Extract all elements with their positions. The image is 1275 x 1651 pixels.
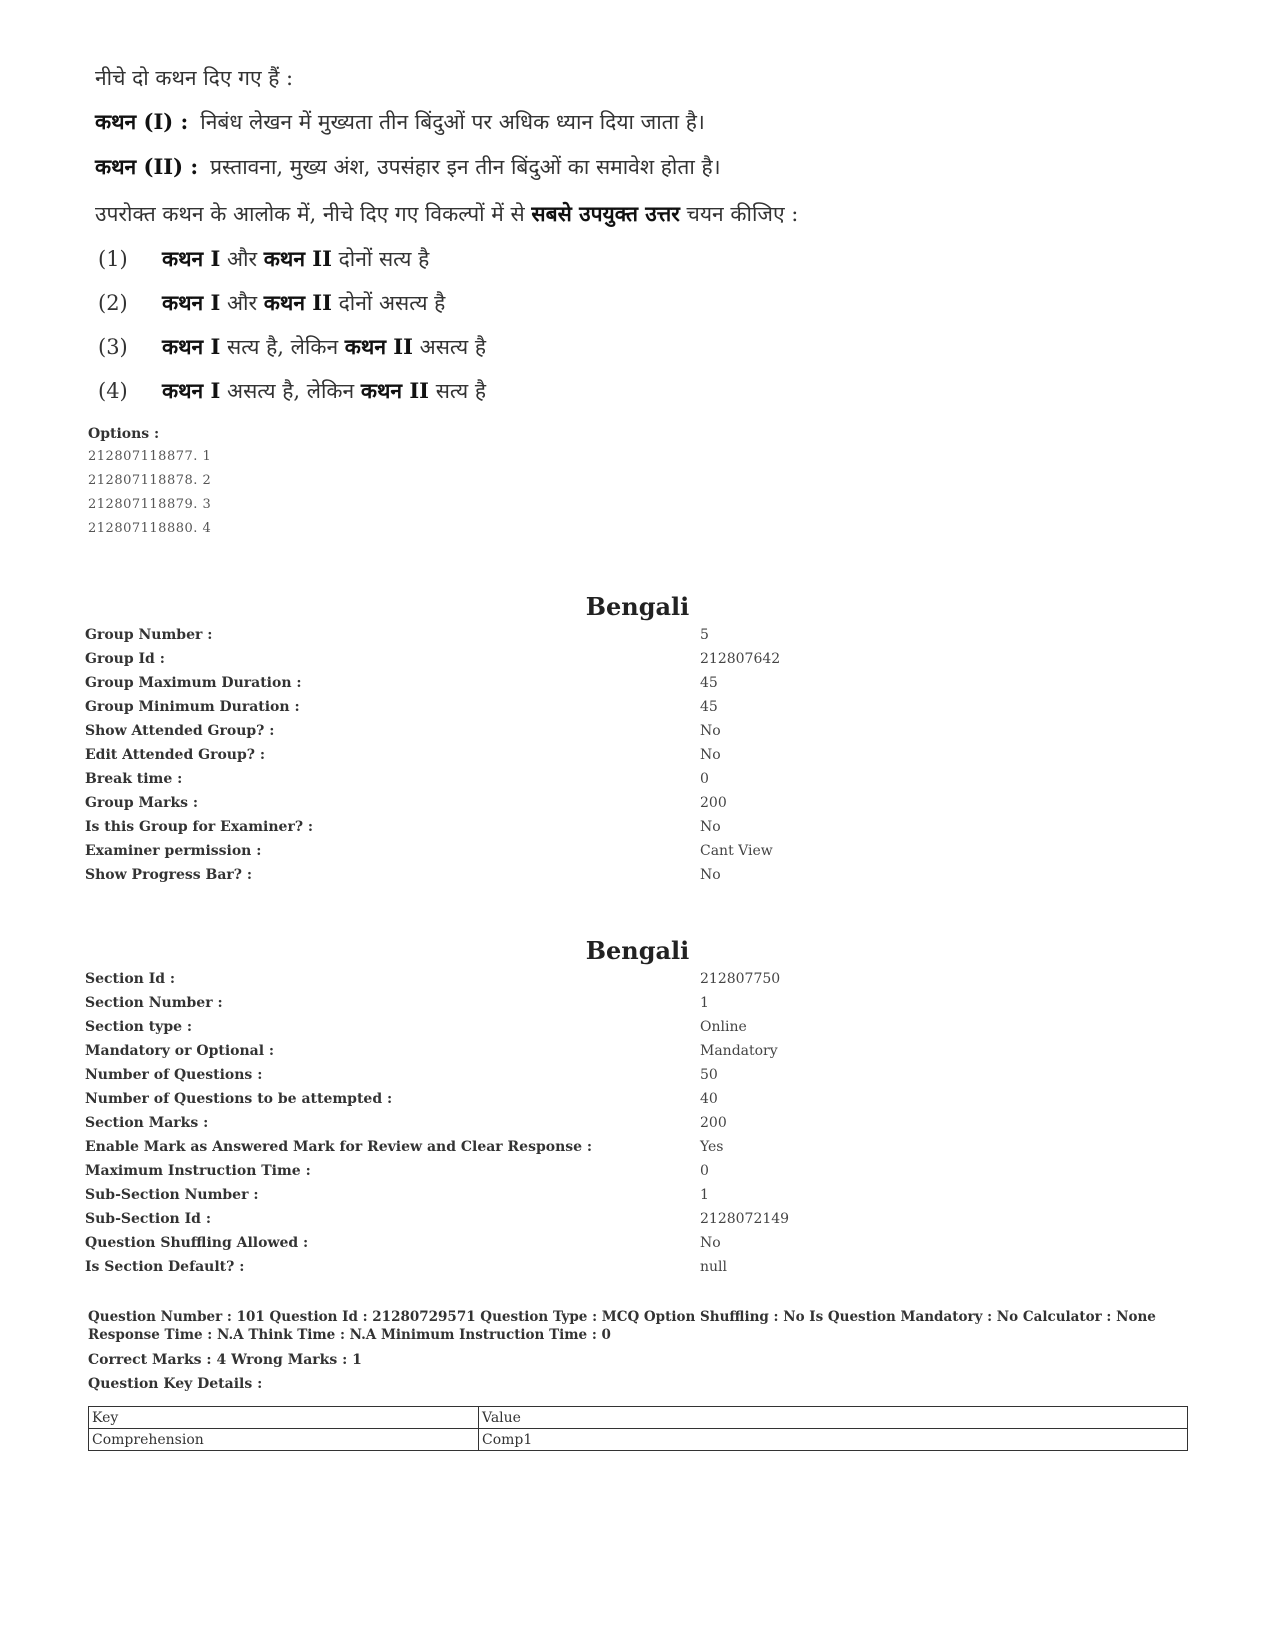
choice-statement-b: कथन II: [263, 290, 332, 315]
question-intro: नीचे दो कथन दिए गए हैं :: [95, 66, 294, 90]
question-marks: Correct Marks : 4 Wrong Marks : 1: [88, 1352, 362, 1368]
group-row-value: 45: [700, 675, 718, 691]
options-title: Options :: [88, 426, 160, 442]
statement-2-text: प्रस्तावना, मुख्य अंश, उपसंहार इन तीन बिंदुओं का समावेश होता है।: [210, 155, 721, 179]
group-row-value: No: [700, 747, 721, 763]
section-row-label: Enable Mark as Answered Mark for Review and Clear Response :: [85, 1139, 593, 1155]
section-row-label: Number of Questions to be attempted :: [85, 1091, 393, 1107]
choice-number: (2): [98, 291, 128, 315]
question-key-details-title: Question Key Details :: [88, 1376, 263, 1392]
option-id-line: 212807118877. 1: [88, 449, 212, 464]
table-header-cell: Key: [89, 1407, 479, 1429]
question-meta-line-1: Question Number : 101 Question Id : 21280729571 Question Type : MCQ Option Shuffling : No Is Question Mandatory : No Calculator : None: [88, 1309, 1156, 1325]
choice-text: असत्य है: [412, 335, 486, 359]
statement-1: [95, 108, 705, 136]
section-row-value: 200: [700, 1115, 727, 1131]
section-row-value: Yes: [700, 1139, 724, 1155]
section-row-label: Sub-Section Id :: [85, 1211, 211, 1227]
question-key-table: [88, 1406, 1188, 1451]
choice-statement-b: कथन II: [263, 246, 332, 271]
table-cell: Comp1: [479, 1429, 1188, 1451]
section-heading-text: Bengali: [585, 936, 690, 965]
statement-1-text: निबंध लेखन में मुख्यता तीन बिंदुओं पर अधिक ध्यान दिया जाता है।: [200, 110, 705, 134]
group-row-label: Show Progress Bar? :: [85, 867, 253, 883]
group-row-value: 212807642: [700, 651, 781, 667]
group-row-label: Group Id :: [85, 651, 165, 667]
choice-number: (3): [98, 335, 128, 359]
section-heading: [0, 936, 1275, 965]
group-row-value: No: [700, 867, 721, 883]
section-row-value: No: [700, 1235, 721, 1251]
choice-3: [98, 333, 486, 361]
section-row-value: 2128072149: [700, 1211, 790, 1227]
choice-statement-a: कथन I: [162, 290, 221, 315]
section-row-label: Section Id :: [85, 971, 176, 987]
group-row-label: Break time :: [85, 771, 183, 787]
section-row-label: Sub-Section Number :: [85, 1187, 259, 1203]
choice-number: (1): [98, 247, 128, 271]
option-id-line: 212807118879. 3: [88, 497, 212, 512]
choice-text: सत्य है: [429, 379, 486, 403]
group-row-label: Group Marks :: [85, 795, 199, 811]
group-row-value: No: [700, 723, 721, 739]
choice-statement-a: कथन I: [162, 378, 221, 403]
group-row-value: 0: [700, 771, 709, 787]
group-row-label: Edit Attended Group? :: [85, 747, 265, 763]
group-row-value: 45: [700, 699, 718, 715]
choice-4: [98, 377, 486, 405]
section-row-label: Number of Questions :: [85, 1067, 263, 1083]
choice-number: (4): [98, 379, 128, 403]
section-row-label: Section Marks :: [85, 1115, 209, 1131]
section-row-value: Online: [700, 1019, 747, 1035]
choice-text: दोनों असत्य है: [331, 291, 446, 315]
choice-statement-b: कथन II: [360, 378, 430, 403]
group-row-value: 200: [700, 795, 727, 811]
section-row-value: 40: [700, 1091, 718, 1107]
section-row-label: Section Number :: [85, 995, 223, 1011]
choice-text: असत्य है, लेकिन: [220, 379, 361, 403]
table-row: [89, 1429, 1188, 1451]
section-row-label: Question Shuffling Allowed :: [85, 1235, 309, 1251]
choice-text: दोनों सत्य है: [331, 247, 430, 271]
group-row-value: 5: [700, 627, 709, 643]
group-row-label: Examiner permission :: [85, 843, 262, 859]
group-row-value: No: [700, 819, 721, 835]
group-row-label: Group Maximum Duration :: [85, 675, 302, 691]
section-row-value: null: [700, 1259, 727, 1275]
section-row-label: Section type :: [85, 1019, 193, 1035]
group-heading: [0, 592, 1275, 621]
section-row-value: 0: [700, 1163, 709, 1179]
choice-text: सत्य है, लेकिन: [220, 335, 345, 359]
choice-text: और: [220, 291, 264, 315]
group-row-label: Is this Group for Examiner? :: [85, 819, 314, 835]
table-cell: Comprehension: [89, 1429, 479, 1451]
table-header-row: [89, 1407, 1188, 1429]
choice-statement-b: कथन II: [344, 334, 413, 359]
section-row-value: Mandatory: [700, 1043, 778, 1059]
choice-2: [98, 289, 445, 317]
section-row-value: 212807750: [700, 971, 781, 987]
instruction-text-post: चयन कीजिए :: [679, 202, 799, 226]
group-row-value: Cant View: [700, 843, 773, 859]
section-row-value: 1: [700, 995, 709, 1011]
section-row-label: Maximum Instruction Time :: [85, 1163, 311, 1179]
statement-1-label: कथन (I) :: [95, 109, 189, 134]
question-meta-line-2: Response Time : N.A Think Time : N.A Minimum Instruction Time : 0: [88, 1327, 611, 1343]
table-header-cell: Value: [479, 1407, 1188, 1429]
group-row-label: Group Number :: [85, 627, 213, 643]
instruction-text-bold: सबसे उपयुक्त उत्तर: [531, 201, 680, 226]
section-row-label: Is Section Default? :: [85, 1259, 245, 1275]
group-row-label: Show Attended Group? :: [85, 723, 275, 739]
choice-text: और: [220, 247, 264, 271]
choice-statement-a: कथन I: [162, 334, 221, 359]
statement-2-label: कथन (II) :: [95, 154, 199, 179]
section-row-value: 50: [700, 1067, 718, 1083]
choice-1: [98, 245, 429, 273]
group-row-label: Group Minimum Duration :: [85, 699, 300, 715]
choice-statement-a: कथन I: [162, 246, 221, 271]
option-id-line: 212807118878. 2: [88, 473, 212, 488]
group-heading-text: Bengali: [585, 592, 690, 621]
section-row-label: Mandatory or Optional :: [85, 1043, 275, 1059]
instruction-text-pre: उपरोक्त कथन के आलोक में, नीचे दिए गए विकल्पों में से: [95, 202, 532, 226]
question-instruction: [95, 200, 798, 228]
option-id-line: 212807118880. 4: [88, 521, 212, 536]
statement-2: [95, 153, 721, 181]
section-row-value: 1: [700, 1187, 709, 1203]
